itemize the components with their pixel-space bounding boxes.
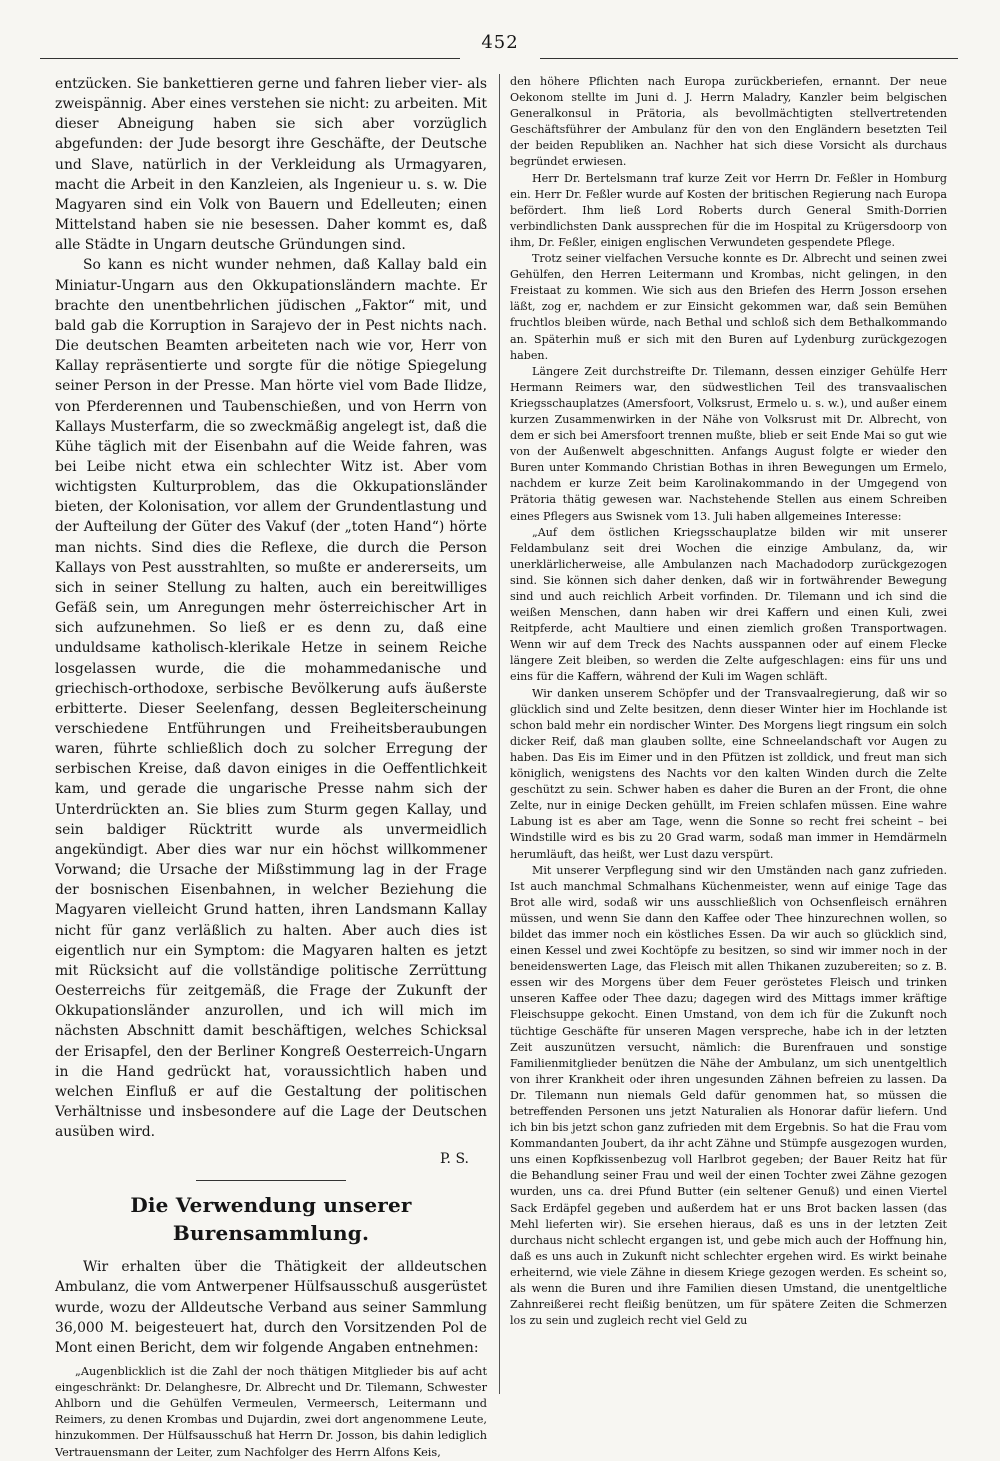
header-rule-left: [40, 58, 460, 59]
quoted-report: „Augenblicklich ist die Zahl der noch thätigen Mitglieder bis auf acht eingeschränkt: Dr. Delanghesre, Dr. Albrecht und Dr. Tilemann, Schwester Ahlborn und die Gehülfen Vermeulen, Vermeersch, Leitermann und Reimers, zu denen Krombas und Dujardin, zwei dort angenommene Leute, hinzukommen. Der Hülfsausschuß hat Herrn Dr. Josson, bis dahin lediglich Vertrauensmann der Leiter, zum Nachfolger des Herrn Alfons Keis,: [55, 1365, 487, 1459]
page-number: 452: [481, 32, 519, 53]
body-paragraph: Trotz seiner vielfachen Versuche konnte es Dr. Albrecht und seinen zwei Gehülfen, den Herren Leitermann und Krombas, nicht gelingen, in den Freistaat zu kommen. Wie sich aus den Briefen des Herrn Josson ersehen läßt, zog er, nachdem er zur Einsicht gekommen war, daß sein Bemühen fruchtlos bleiben würde, nach Bethal und schloß sich dem Bethalkommando an. Späterhin muß er sich mit den Buren auf Lydenburg zurückgezogen haben.: [510, 252, 947, 362]
column-separator: [499, 74, 500, 1394]
body-paragraph: So kann es nicht wunder nehmen, daß Kallay bald ein Miniatur-Ungarn aus den Okkupationsländern machte. Er brachte den unentbehrlichen jüdischen „Faktor“ mit, und bald gab die Korruption in Sarajevo der in Pest nichts nach. Die deutschen Beamten arbeiteten nach wie vor, Herr von Kallay repräsentierte und sorgte für die nötige Spiegelung seiner Person in der Presse. Man hörte viel vom Bade Ilidze, von Pferderennen und Taubenschießen, und von Herrn von Kallays Musterfarm, die so zweckmäßig angelegt ist, daß die Kühe täglich mit der Eisenbahn auf die Weide fahren, was bei Leibe nicht etwa ein schlechter Witz ist. Aber vom wichtigsten Kulturproblem, das die Okkupationsländer bieten, der Kolonisation, vor allem der Grundentlastung und der Aufteilung der Güter des Vakuf (der „toten Hand“) hörte man nichts. Sind dies die Reflexe, die durch die Person Kallays von Pest ausstrahlten, so mußte er andererseits, um sich in seiner Stellung zu halten, auch ein bereitwilliges Gefäß sein, um Anregungen mehr österreichischer Art in sich aufzunehmen. So ließ er es denn zu, daß eine unduldsame katholisch-klerikale Hetze in seinem Reiche losgelassen wurde, die die mohammedanische und griechisch-orthodoxe, serbische Bevölkerung aufs äußerste erbitterte. Dieser Seelenfang, dessen Begleiterscheinung verschiedene Entführungen und Freiheitsberaubungen waren, führte schließlich doch zu solcher Erregung der serbischen Kreise, daß davon einiges in die Oeffentlichkeit kam, und gerade die ungarische Presse nahm sich der Unterdrückten an. Sie blies zum Sturm gegen Kallay, und sein baldiger Rücktritt wurde als unvermeidlich angekündigt. Aber dies war nur ein höchst willkommener Vorwand; die Ursache der Mißstimmung lag in der Frage der bosnischen Eisenbahnen, in welcher Beziehung die Magyaren vielleicht Grund hatten, ihren Landsmann Kallay nicht für ganz verläßlich zu halten. Aber auch dies ist eigentlich nur ein Symptom: die Magyaren halten es jetzt mit Rücksicht auf die vollständige politische Zerrüttung Oesterreichs für zeitgemäß, die Frage der Zukunft der Okkupationsländer anzurollen, und ich will mich im nächsten Abschnitt damit beschäftigen, welches Schicksal der Erisapfel, den der Berliner Kongreß Oesterreich-Ungarn in die Hand gedrückt hat, voraussichtlich haben und welchen Einfluß er auf die Gestaltung der politischen Verhältnisse und insbesondere auf die Lage der Deutschen ausüben wird.: [55, 257, 487, 1141]
right-column: [510, 74, 947, 1329]
body-paragraph: Längere Zeit durchstreifte Dr. Tilemann, dessen einziger Gehülfe Herr Hermann Reimers war, den südwestlichen Teil des transvaalischen Kriegsschauplatzes (Amersfoort, Volksrust, Ermelo u. s. w.), und außer einem kurzen Zusammenwirken in der Nähe von Volksrust mit Dr. Albrecht, von dem er sich bei Amersfoort trennen mußte, blieb er seit Ende Mai so gut wie von der Außenwelt abgeschnitten. Anfangs August folgte er wieder den Buren unter Kommando Christian Bothas in ihren Bewegungen um Ermelo, nachdem er kurze Zeit beim Karolinakommando in der Umgegend von Prätoria thätig gewesen war. Nachstehende Stellen aus einem Schreiben eines Pflegers aus Swisnek vom 13. Juli haben allgemeines Interesse:: [510, 364, 947, 523]
section-divider: [196, 1180, 346, 1181]
header-rule-right: [540, 58, 958, 59]
author-signature: P. S.: [439, 1151, 469, 1168]
body-paragraph: entzücken. Sie bankettieren gerne und fahren lieber vier- als zweispännig. Aber eines verstehen sie nicht: zu arbeiten. Mit dieser Abneigung haben sie sich aber vorzüglich abgefunden: der Jude besorgt ihre Geschäfte, der Deutsche und Slave, natürlich in der Verkleidung als Urmagyaren, macht die Arbeit in den Kanzleien, als Ingenieur u. s. w. Die Magyaren sind ein Volk von Bauern und Edelleuten; einen Mittelstand haben sie nie besessen. Daher kommt es, daß alle Städte in Ungarn deutsche Gründungen sind.: [55, 76, 487, 254]
article-intro: Wir erhalten über die Thätigkeit der alldeutschen Ambulanz, die vom Antwerpener Hülfsausschuß ausgerüstet wurde, wozu der Alldeutsche Verband aus seiner Sammlung 36,000 M. beigesteuert hat, durch den Vorsitzenden Pol de Mont einen Bericht, dem wir folgende Angaben entnehmen:: [55, 1259, 487, 1356]
body-paragraph: den höhere Pflichten nach Europa zurückberiefen, ernannt. Der neue Oekonom stellte im Juni d. J. Herrn Maladry, Kanzler beim belgischen Generalkonsul in Prätoria, als bevollmächtigten stellvertretenden Geschäftsführer der Ambulanz für den von den Engländern besetzten Teil der beiden Republiken an. Nachher hat sich diese Vorsicht als durchaus begründet erwiesen.: [510, 75, 947, 169]
body-paragraph: Wir danken unserem Schöpfer und der Transvaalregierung, daß wir so glücklich sind und Zelte besitzen, denn dieser Winter hier im Hochlande ist schon bald mehr ein nordischer Winter. Des Morgens liegt ringsum ein solch dicker Reif, daß man glauben sollte, eine Schneelandschaft vor Augen zu haben. Das Eis im Eimer und in den Pfützen ist zolldick, und freut man sich königlich, wenigstens des Nachts vor den kalten Winden durch die Zelte geschützt zu sein. Schwer haben es daher die Buren an der Front, die ohne Zelte, nur in einige Decken gehüllt, im Freien schlafen müssen. Eine wahre Labung ist es aber am Tage, wenn die Sonne so recht frei scheint – bei Windstille wird es bis zu 20 Grad warm, sodaß man immer in Hemdärmeln herumläuft, das heißt, wer Lust dazu verspürt.: [510, 686, 947, 861]
body-paragraph: „Auf dem östlichen Kriegsschauplatze bilden wir mit unserer Feldambulanz seit drei Wochen die einzige Ambulanz, da, wir unerklärlicherweise, alle Ambulanzen nach Machadodorp zurückgezogen sind. Sie können sich daher denken, daß wir in fortwährender Bewegung sind und auch reichlich Arbeit vorfinden. Dr. Tilemann und ich sind die weißen Menschen, dann haben wir drei Kaffern und einen Kuli, zwei Reitpferde, acht Maultiere und einen ziemlich großen Transportwagen. Wenn wir auf dem Treck des Nachts ausspannen oder auf einem Flecke längere Zeit bleiben, so werden die Zelte aufgeschlagen: eins für uns und eins für die Kaffern, während der Kuli im Wagen schläft.: [510, 525, 947, 684]
article-heading: Die Verwendung unserer Burensammlung.: [130, 1193, 412, 1246]
left-column: [55, 74, 487, 1461]
body-paragraph: Herr Dr. Bertelsmann traf kurze Zeit vor Herrn Dr. Feßler in Homburg ein. Herr Dr. Feßler wurde auf Kosten der britischen Regierung nach Europa befördert. Ihm ließ Lord Roberts durch General Smith-Dorrien verbindlichsten Dank aussprechen für die im Hospital zu Krügersdoorp von ihm, Dr. Feßler, einigen englischen Verwundeten gespendete Pflege.: [510, 171, 947, 249]
body-paragraph: Mit unserer Verpflegung sind wir den Umständen nach ganz zufrieden. Ist auch manchmal Schmalhans Küchenmeister, wenn auf einige Tage das Brot alle wird, sodaß wir uns ausschließlich von Ochsenfleisch ernähren müssen, und wenn Sie dann den Kaffee oder Thee hinzurechnen wollen, so bildet das immer noch ein köstliches Essen. Da wir auch so glücklich sind, einen Kessel und zwei Kochtöpfe zu besitzen, so sind wir immer noch in der beneidenswerten Lage, das Fleisch mit allen Thikanen zuzubereiten; so z. B. essen wir des Morgens über dem Feuer geröstetes Fleisch und trinken unseren Kaffee oder Thee dazu; dagegen wird des Mittags immer kräftige Fleischsuppe gekocht. Einen Umstand, von dem ich für die Zukunft noch tüchtige Geschäfte für unseren Magen verspreche, habe ich in der letzten Zeit auszunützen versucht, nämlich: die Burenfrauen und sonstige Familienmitglieder benützen die Nähe der Ambulanz, um sich unentgeltlich von ihrer Krankheit oder ihren ungesunden Zähnen befreien zu lassen. Da Dr. Tilemann nun niemals Geld dafür genommen hat, so müssen die betreffenden Personen uns jetzt Naturalien als Honorar dafür liefern. Und ich bin bis jetzt schon ganz zufrieden mit dem Ergebnis. So hat die Frau vom Kommandanten Joubert, da ihr acht Zähne und Stümpfe ausgezogen wurden, uns einen Kopfkissenbezug voll Harlbrot gegeben; der Bauer Reitz hat für die Behandlung seiner Frau und weil der einen Tochter zwei Zähne gezogen wurden, uns ca. drei Pfund Butter (ein seltener Genuß) und einen Viertel Sack Erdäpfel gegeben und außerdem hat er uns Brot backen lassen (das Mehl lieferten wir). Sie ersehen hieraus, daß es uns in der letzten Zeit durchaus nicht schlecht ergangen ist, und gebe mich auch der Hoffnung hin, daß es uns auch in Zukunft nicht schlechter ergehen wird. Es wirkt beinahe erheiternd, wie viele Zähne in diesem Kriege gezogen werden. Es scheint so, als wenn die Buren und ihre Familien diesen Umstand, die unentgeltliche Zahnreißerei recht fleißig benützen, um für spätere Zeiten die Schmerzen los zu sein und zugleich recht viel Geld zu: [510, 863, 947, 1328]
